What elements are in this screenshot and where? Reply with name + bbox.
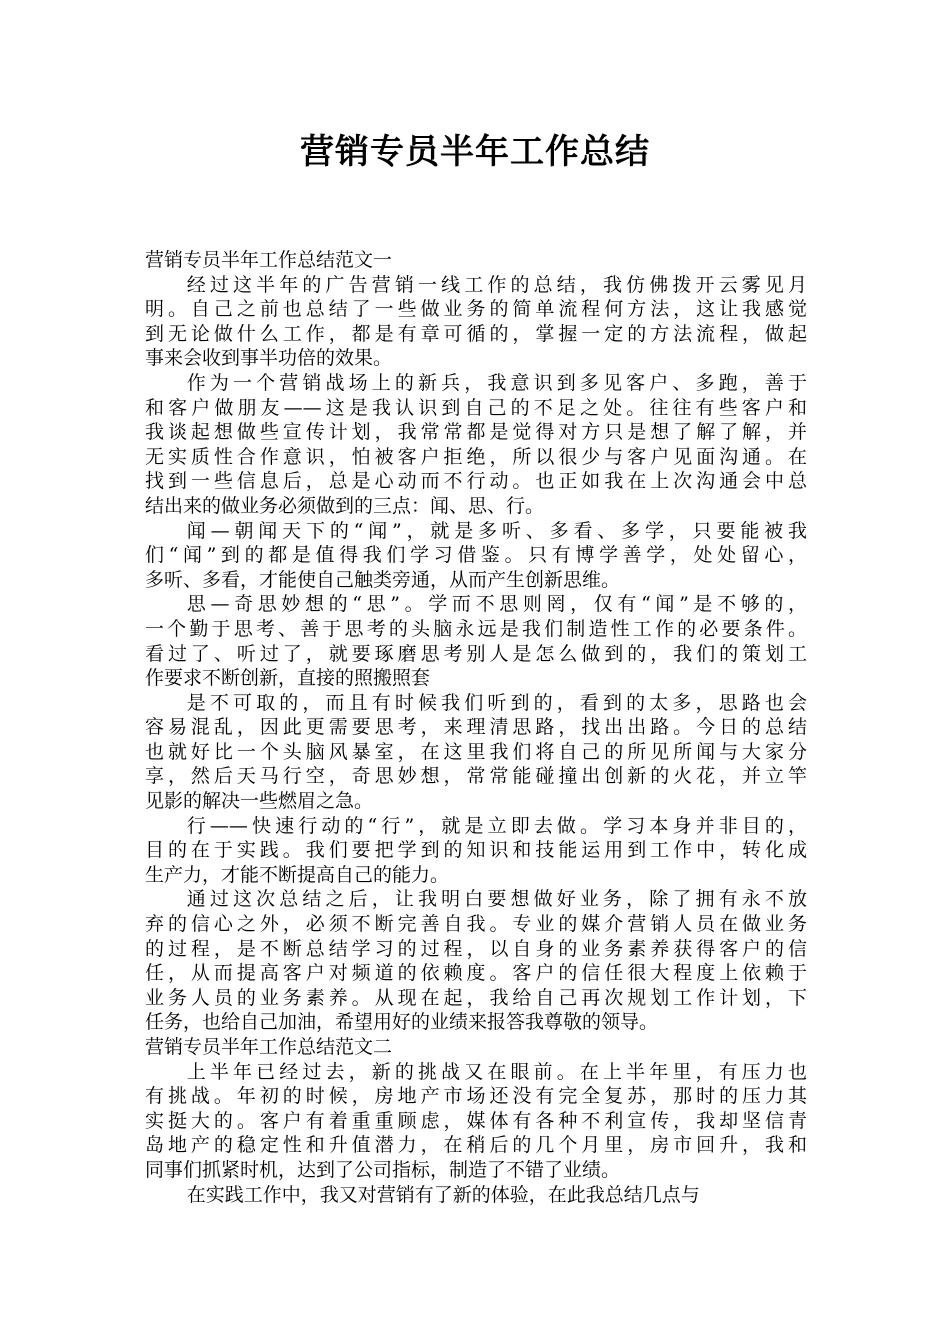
text-line: 在实践工作中，我又对营销有了新的体验，在此我总结几点与 — [186, 1183, 700, 1206]
text-line: 弃的信心之外，必须不断完善自我。专业的媒介营销人员在做业务 — [145, 913, 807, 936]
text-line: 有挑战。年初的时候，房地产市场还没有完全复苏，那时的压力其 — [145, 1085, 807, 1108]
text-line: 作要求不断创新，直接的照搬照套 — [145, 667, 431, 690]
text-line: 任务，也给自己加油，希望用好的业绩来报答我尊敬的领导。 — [145, 1011, 659, 1034]
text-line: 业务人员的业务素养。从现在起，我给自己再次规划工作计划，下 — [145, 986, 807, 1009]
text-line: 上半年已经过去，新的挑战又在眼前。在上半年里，有压力也 — [186, 1060, 807, 1083]
text-line: 经过这半年的广告营销一线工作的总结，我仿佛拨开云雾见月 — [186, 273, 807, 296]
text-line: 行——快速行动的“行”，就是立即去做。学习本身并非目的， — [186, 814, 807, 837]
text-line: 结出来的做业务必须做到的三点：闻、思、行。 — [145, 494, 545, 517]
text-line: 生产力，才能不断提高自己的能力。 — [145, 863, 450, 886]
document-title: 营销专员半年工作总结 — [300, 132, 650, 172]
text-line: 营销专员半年工作总结范文二 — [145, 1036, 393, 1058]
text-line: 岛地产的稳定性和升值潜力，在稍后的几个月里，房市回升，我和 — [145, 1134, 807, 1157]
text-line: 找到一些信息后，总是心动而不行动。也正如我在上次沟通会中总 — [145, 470, 807, 493]
text-line: 目的在于实践。我们要把学到的知识和技能运用到工作中，转化成 — [145, 839, 807, 862]
text-line: 实挺大的。客户有着重重顾虑，媒体有各种不利宣传，我却坚信青 — [145, 1109, 807, 1132]
text-line: 营销专员半年工作总结范文一 — [145, 249, 393, 271]
text-line: 见影的解决一些燃眉之急。 — [145, 790, 374, 813]
text-line: 一个勤于思考、善于思考的头脑永远是我们制造性工作的必要条件。 — [145, 617, 807, 640]
text-line: 的过程，是不断总结学习的过程，以自身的业务素养获得客户的信 — [145, 937, 807, 960]
text-line: 是不可取的，而且有时候我们听到的，看到的太多，思路也会 — [186, 691, 807, 714]
text-line: 也就好比一个头脑风暴室，在这里我们将自己的所见所闻与大家分 — [145, 740, 807, 763]
text-line: 无实质性合作意识，怕被客户拒绝，所以很少与客户见面沟通。在 — [145, 445, 807, 468]
text-line: 作为一个营销战场上的新兵，我意识到多见客户、多跑，善于 — [186, 371, 807, 394]
text-line: 们“闻”到的都是值得我们学习借鉴。只有博学善学，处处留心， — [145, 544, 807, 567]
text-line: 思—奇思妙想的“思”。学而不思则罔，仅有“闻”是不够的， — [186, 593, 807, 616]
text-line: 闻—朝闻天下的“闻”，就是多听、多看、多学，只要能被我 — [186, 519, 807, 542]
document-body — [145, 248, 807, 1207]
text-line: 事来会收到事半功倍的效果。 — [145, 347, 393, 370]
text-line: 和客户做朋友——这是我认识到自己的不足之处。往往有些客户和 — [145, 396, 807, 419]
text-line: 任，从而提高客户对频道的依赖度。客户的信任很大程度上依赖于 — [145, 962, 807, 985]
text-line: 享，然后天马行空，奇思妙想，常常能碰撞出创新的火花，并立竿 — [145, 765, 807, 788]
text-line: 看过了、听过了，就要琢磨思考别人是怎么做到的，我们的策划工 — [145, 642, 807, 665]
text-line: 到无论做什么工作，都是有章可循的，掌握一定的方法流程，做起 — [145, 322, 807, 345]
text-line: 同事们抓紧时机，达到了公司指标，制造了不错了业绩。 — [145, 1158, 621, 1181]
text-line: 明。自己之前也总结了一些做业务的简单流程何方法，这让我感觉 — [145, 298, 807, 321]
text-line: 通过这次总结之后，让我明白要想做好业务，除了拥有永不放 — [186, 888, 807, 911]
text-line: 我谈起想做些宣传计划，我常常都是觉得对方只是想了解了解，并 — [145, 421, 807, 444]
text-line: 容易混乱，因此更需要思考，来理清思路，找出出路。今日的总结 — [145, 716, 807, 739]
text-line: 多听、多看，才能使自己触类旁通，从而产生创新思维。 — [145, 568, 621, 591]
